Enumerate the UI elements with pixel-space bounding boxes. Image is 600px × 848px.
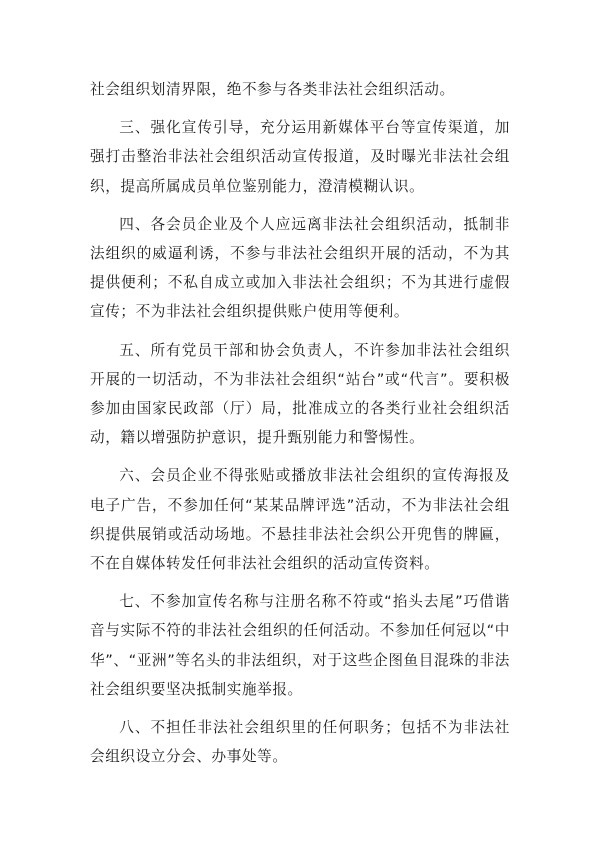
paragraph-item-6: 六、会员企业不得张贴或播放非法社会组织的宣传海报及电子广告，不参加任何“某某品牌评选”活动，不为非法社会组织提供展销或活动场地。不悬挂非法社会织公开兜售的牌匾，不在自媒体转发任何非法社会组织的活动宣传资料。 <box>90 467 510 573</box>
paragraph-item-4: 四、各会员企业及个人应远离非法社会组织活动，抵制非法组织的威逼利诱，不参与非法社会组织开展的活动，不为其提供便利；不私自成立或加入非法社会组织；不为其进行虚假宣传；不为非法社会组织提供账户使用等便利。 <box>90 215 510 321</box>
document-body <box>90 75 510 780</box>
paragraph-item-7: 七、不参加宣传名称与注册名称不符或“掐头去尾”巧借谐音与实际不符的非法社会组织的任何活动。不参加任何冠以“中华”、“亚洲”等名头的非法组织，对于这些企图鱼目混珠的非法社会组织要坚决抵制实施举报。 <box>90 593 510 698</box>
paragraph-continuation: 社会组织划清界限，绝不参与各类非法社会组织活动。 <box>90 81 455 98</box>
paragraph-item-5: 五、所有党员干部和协会负责人，不许参加非法社会组织开展的一切活动，不为非法社会组织“站台”或“代言”。要积极参加由国家民政部（厅）局，批准成立的各类行业社会组织活动，籍以增强防护意识，提升甄别能力和警惕性。 <box>90 341 510 447</box>
paragraph-item-8: 八、不担任非法社会组织里的任何职务；包括不为非法社会组织设立分会、办事处等。 <box>90 719 510 766</box>
paragraph-item-3: 三、强化宣传引导，充分运用新媒体平台等宣传渠道，加强打击整治非法社会组织活动宣传报道，及时曝光非法社会组织，提高所属成员单位鉴别能力，澄清模糊认识。 <box>90 119 510 195</box>
